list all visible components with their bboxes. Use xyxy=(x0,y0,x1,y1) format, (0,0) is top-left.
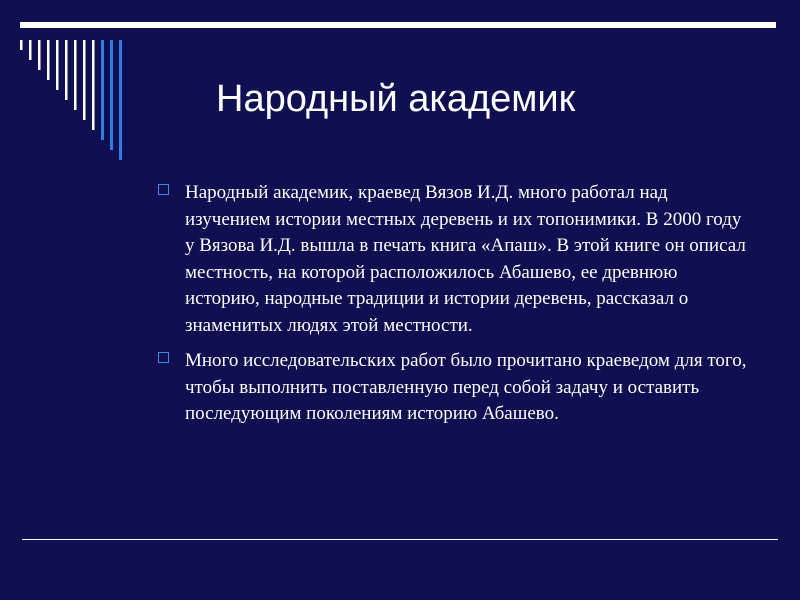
square-bullet-icon xyxy=(158,352,169,363)
decorative-stripe xyxy=(38,40,41,70)
bullet-text-2: Много исследовательских работ было прочитано краеведом для того, чтобы выполнить поставленную перед собой задачу и оставить последующим поколениям историю Абашево. xyxy=(185,350,747,424)
decorative-stripe xyxy=(110,40,113,150)
bullet-list xyxy=(158,180,748,437)
decorative-stripe xyxy=(83,40,86,120)
decorative-stripe xyxy=(65,40,68,100)
bullet-item-2 xyxy=(158,348,748,428)
bottom-divider-line xyxy=(22,539,778,540)
decorative-stripe xyxy=(119,40,122,160)
decorative-stripe xyxy=(74,40,77,110)
decorative-stripe xyxy=(92,40,95,130)
decorative-stripe xyxy=(101,40,104,140)
bullet-text-1: Народный академик, краевед Вязов И.Д. много работал над изучением истории местных деревень и их топонимики. В 2000 году у Вязова И.Д. вышла в печать книга «Апаш». В этой книге он описал местность, на которой расположилось Абашево, ее древнюю историю, народные традиции и истории деревень, рассказал о знаменитых людях этой местности. xyxy=(185,182,746,336)
decorative-stripe xyxy=(47,40,50,80)
square-bullet-icon xyxy=(158,184,169,195)
slide-title: Народный академик xyxy=(216,78,576,120)
decorative-stripe xyxy=(20,40,23,50)
decorative-stripes xyxy=(0,0,140,170)
decorative-stripe xyxy=(56,40,59,90)
bullet-item-1 xyxy=(158,180,748,339)
decorative-stripe xyxy=(29,40,32,60)
